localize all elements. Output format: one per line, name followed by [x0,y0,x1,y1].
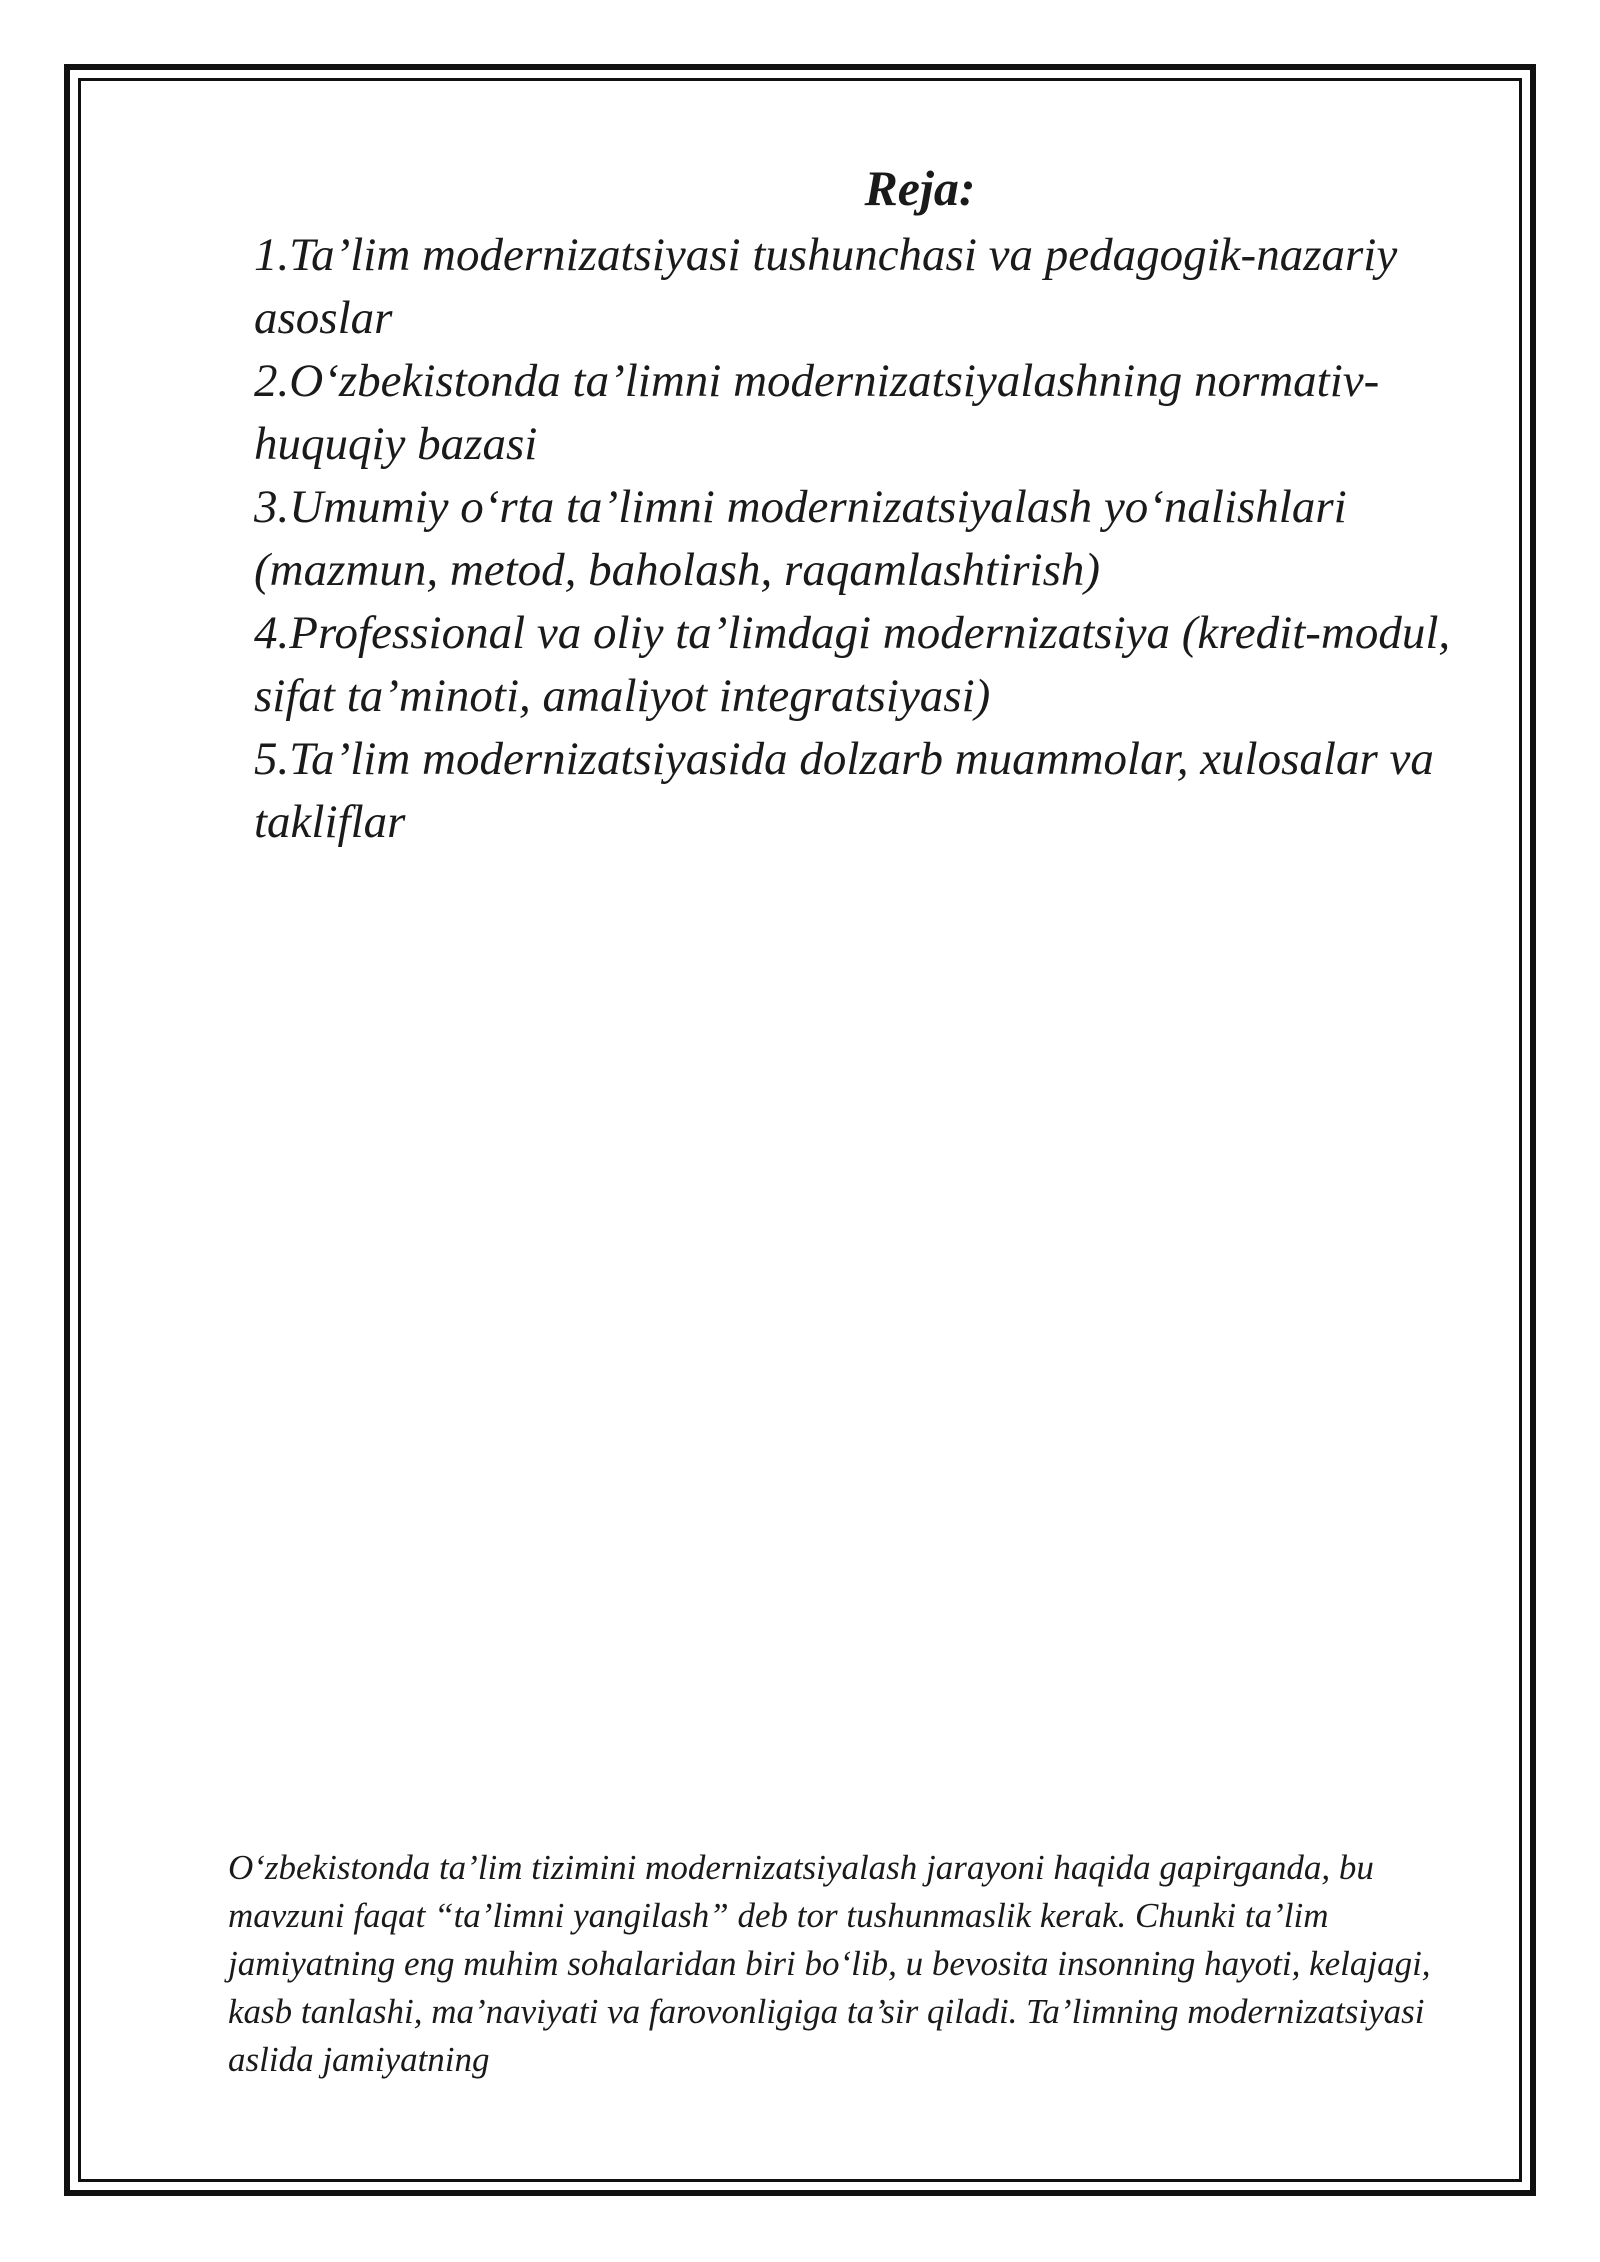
plan-item: 1.Ta’lim modernizatsiyasi tushunchasi va pedagogik-nazariy asoslar [254,229,1398,344]
plan-list [254,224,1494,854]
plan-title: Reja: [864,160,976,216]
plan-item: 2.O‘zbekistonda ta’limni modernizatsiyalashning normativ-huquqiy bazasi [254,355,1380,470]
plan-item: 4.Professional va oliy ta’limdagi modernizatsiya (kredit-modul, sifat ta’minoti, amaliyot integratsiyasi) [254,607,1451,722]
intro-paragraph: O‘zbekistonda ta’lim tizimini modernizatsiyalash jarayoni haqida gapirganda, bu mavzuni faqat “ta’limni yangilash” deb tor tushunmaslik kerak. Chunki ta’lim jamiyatning eng muhim sohalaridan biri bo‘lib, u bevosita insonning hayoti, kelajagi, kasb tanlashi, ma’naviyati va farovonligiga ta’sir qiladi. Ta’limning modernizatsiyasi aslida jamiyatning [228,1848,1431,2079]
plan-item: 5.Ta’lim modernizatsiyasida dolzarb muammolar, xulosalar va takliflar [254,733,1434,848]
plan-item: 3.Umumiy o‘rta ta’limni modernizatsiyalash yo‘nalishlari (mazmun, metod, baholash, raqamlashtirish) [254,481,1347,596]
